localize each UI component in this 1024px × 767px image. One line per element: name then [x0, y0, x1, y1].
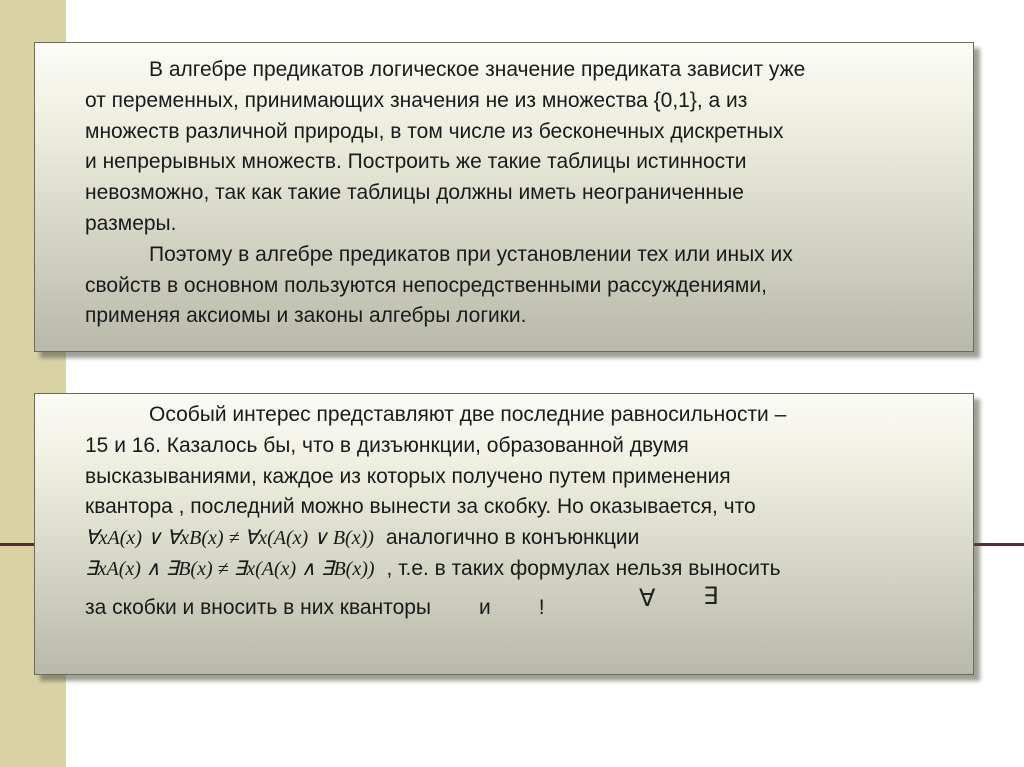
- formula-2-tail: , т.е. в таких формулах нельзя выносить: [386, 556, 781, 580]
- formula-1-tail: аналогично в конъюнкции: [385, 526, 640, 550]
- last-line: [85, 593, 945, 624]
- text-line: 15 и 16. Казалось бы, что в дизъюнкции, образованной двумя: [85, 433, 689, 457]
- text-box-quantifiers: [34, 393, 974, 675]
- paragraph-quantifiers: [85, 400, 945, 624]
- text-line: свойств в основном пользуются непосредственными рассуждениями,: [85, 273, 767, 297]
- last-line-end: !: [538, 595, 545, 619]
- text-line: и непрерывных множеств. Построить же такие таблицы истинности: [85, 150, 747, 174]
- text-line: невозможно, так как такие таблицы должны иметь неограниченные: [85, 181, 744, 205]
- exists-symbol-icon: ∃: [703, 584, 719, 610]
- text-line: применяя аксиомы и законы алгебры логики.: [85, 304, 527, 328]
- paragraph-predicates: [85, 55, 945, 332]
- text-box-predicates: [34, 42, 974, 352]
- formula-forall-disjunction: ∀xA(x) ∨ ∀xB(x) ≠ ∀x(A(x) ∨ B(x)): [85, 527, 374, 550]
- text-line: размеры.: [85, 211, 177, 235]
- text-line: множеств различной природы, в том числе из бесконечных дискретных: [85, 119, 784, 143]
- formula-line-1: [85, 523, 945, 554]
- text-line: высказываниями, каждое из которых получено путем применения: [85, 464, 731, 488]
- text-line: квантора , последний можно вынести за скобку. Но оказывается, что: [85, 495, 756, 519]
- formula-line-2: [85, 554, 945, 585]
- text-line: Поэтому в алгебре предикатов при установлении тех или иных их: [149, 242, 793, 266]
- last-line-start: за скобки и вносить в них кванторы: [85, 595, 432, 619]
- text-line: В алгебре предикатов логическое значение предиката зависит уже: [149, 58, 806, 81]
- text-line: Особый интерес представляют две последние равносильности –: [149, 403, 787, 426]
- text-line: от переменных, принимающих значения не из множества {0,1}, а из: [85, 88, 748, 112]
- forall-symbol-icon: ∀: [639, 586, 656, 612]
- last-line-and: и: [479, 595, 491, 619]
- formula-exists-conjunction: ∃xA(x) ∧ ∃B(x) ≠ ∃x(A(x) ∧ ∃B(x)): [85, 557, 375, 580]
